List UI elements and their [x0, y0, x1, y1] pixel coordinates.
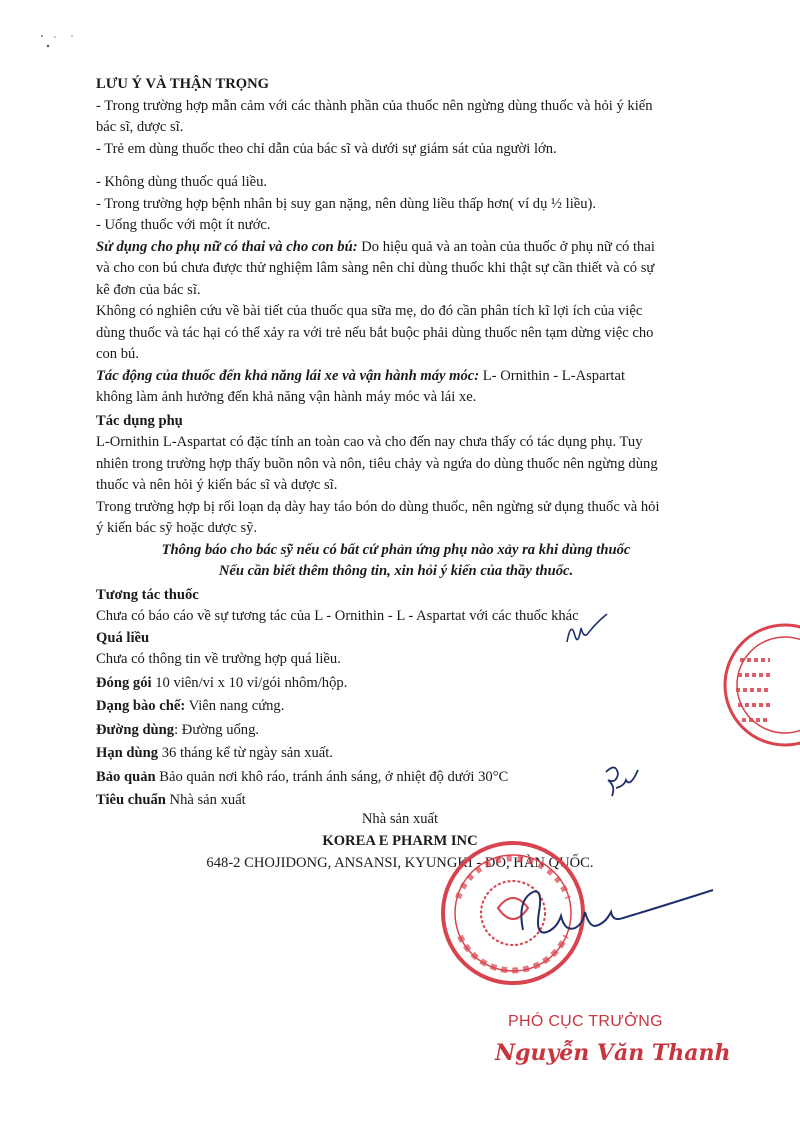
spacer: [96, 160, 696, 172]
caution-line-4: - Trong trường hợp bệnh nhân bị suy gan nặng, nên dùng liều thấp hơn( ví dụ ½ liều).: [96, 195, 597, 212]
caution-line-1: - Trong trường hợp mẫn cảm với các thành phần của thuốc nên ngừng dùng thuốc và hỏi ý kiến: [96, 97, 653, 114]
route-label: Đường dùng: [96, 721, 175, 738]
pregnancy-label: Sử dụng cho phụ nữ có thai và cho con bú:: [96, 238, 358, 255]
packaging-value: 10 viên/vỉ x 10 vỉ/gói nhôm/hộp.: [151, 674, 348, 691]
side-effects-line-2: nhiên trong trường hợp thấy buồn nôn và nôn, tiêu chảy và ngứa do dùng thuốc nên ngừng dùng: [96, 455, 658, 472]
storage-value: Bảo quản nơi khô ráo, tránh ánh sáng, ở nhiệt độ dưới 30°C: [155, 768, 509, 785]
caution-line-3: - Không dùng thuốc quá liều.: [96, 174, 268, 190]
shelf-life-label: Hạn dùng: [96, 745, 159, 761]
side-effects-heading: Tác dụng phụ: [96, 412, 183, 429]
dosage-form-line: [96, 696, 696, 718]
handwritten-initial-mark-2: [596, 760, 640, 804]
route-line: [96, 720, 696, 742]
side-effects-line-3: thuốc và nên hỏi ý kiến bác sĩ và dược sĩ.: [96, 477, 338, 493]
driving-line-2: không làm ảnh hưởng đến khả năng vận hành máy móc và lái xe.: [96, 389, 477, 405]
caution-line-5: - Uống thuốc với một ít nước.: [96, 217, 271, 233]
storage-label: Bảo quản: [96, 768, 156, 785]
manufacturer-name: KOREA E PHARM INC: [322, 833, 478, 849]
caution-line-1b: bác sĩ, dược sĩ.: [96, 119, 184, 135]
pregnancy-line-3: kê đơn của bác sĩ.: [96, 281, 201, 298]
driving-label: Tác động của thuốc đến khả năng lái xe và vận hành máy móc:: [96, 367, 480, 384]
interactions-heading: Tương tác thuốc: [96, 586, 199, 603]
partial-red-stamp: [690, 620, 800, 750]
caution-line-2: - Trẻ em dùng thuốc theo chỉ dẫn của bác sĩ và dưới sự giám sát của người lớn.: [96, 140, 557, 157]
scan-speck-marks: [38, 32, 88, 52]
director-signature: [503, 880, 723, 950]
overdose-text: Chưa có thông tin về trường hợp quá liều.: [96, 651, 341, 667]
interactions-text: Chưa có báo cáo về sự tương tác của L - Ornithin - L - Aspartat với các thuốc khác: [96, 608, 579, 624]
dosage-form-label: Dạng bào chế:: [96, 698, 186, 714]
side-effects-line-4: Trong trường hợp bị rối loạn dạ dày hay táo bón do dùng thuốc, nên ngừng sử dụng thuốc và hỏi: [96, 498, 660, 515]
manufacturer-caption: Nhà sản xuất: [361, 811, 439, 827]
overdose-heading: Quá liều: [96, 629, 150, 646]
packaging-label: Đóng gói: [96, 674, 152, 691]
pregnancy-line-5: dùng thuốc và tác hại có thể xảy ra với trẻ nếu bắt buộc phải dùng thuốc nên tạm dừng việc cho: [96, 324, 654, 341]
pregnancy-line-4: Không có nghiên cứu về bài tiết của thuốc qua sữa mẹ, do đó cần phân tích kĩ lợi ích của việc: [96, 303, 643, 319]
pregnancy-text-1: Do hiệu quả và an toàn của thuốc ở phụ nữ có thai: [361, 238, 655, 255]
document-body: [96, 74, 696, 812]
standard-label: Tiêu chuẩn: [96, 792, 166, 808]
pregnancy-line-1: [96, 237, 696, 259]
signer-title: PHÓ CỤC TRƯỞNG: [508, 1013, 663, 1030]
standard-value: Nhà sản xuất: [165, 792, 246, 808]
shelf-life-value: 36 tháng kể từ ngày sản xuất.: [158, 745, 333, 761]
dosage-form-value: Viên nang cứng.: [185, 698, 285, 714]
route-value: : Đường uống.: [174, 721, 260, 738]
notice-line-2: Nếu cần biết thêm thông tin, xin hỏi ý kiến của thầy thuốc.: [218, 563, 574, 579]
signer-name: Nguyễn Văn Thanh: [495, 1040, 731, 1066]
pregnancy-line-6: con bú.: [96, 346, 139, 362]
caution-heading: LƯU Ý VÀ THẬN TRỌNG: [96, 76, 269, 92]
side-effects-line-5: ý kiến bác sỹ hoặc dược sỹ.: [96, 520, 258, 536]
notice-line-1: Thông báo cho bác sỹ nếu có bất cứ phản ứng phụ nào xảy ra khi dùng thuốc: [161, 541, 631, 558]
driving-line-1: [96, 366, 696, 388]
handwritten-initial-mark-1: [563, 612, 613, 652]
driving-text-1: L- Ornithin - L-Aspartat: [482, 367, 626, 384]
pregnancy-line-2: và cho con bú chưa được thử nghiệm lâm sàng nên chỉ dùng thuốc khi thật sự cần thiết và có sự: [96, 260, 655, 276]
manufacturer-address: 648-2 CHOJIDONG, ANSANSI, KYUNGKI - DO, HÀN QUỐC.: [206, 855, 594, 871]
manufacturer-block: [0, 808, 800, 874]
packaging-line: [96, 673, 696, 695]
side-effects-line-1: L-Ornithin L-Aspartat có đặc tính an toàn cao và cho đến nay chưa thấy có tác dụng phụ. Tuy: [96, 434, 643, 450]
